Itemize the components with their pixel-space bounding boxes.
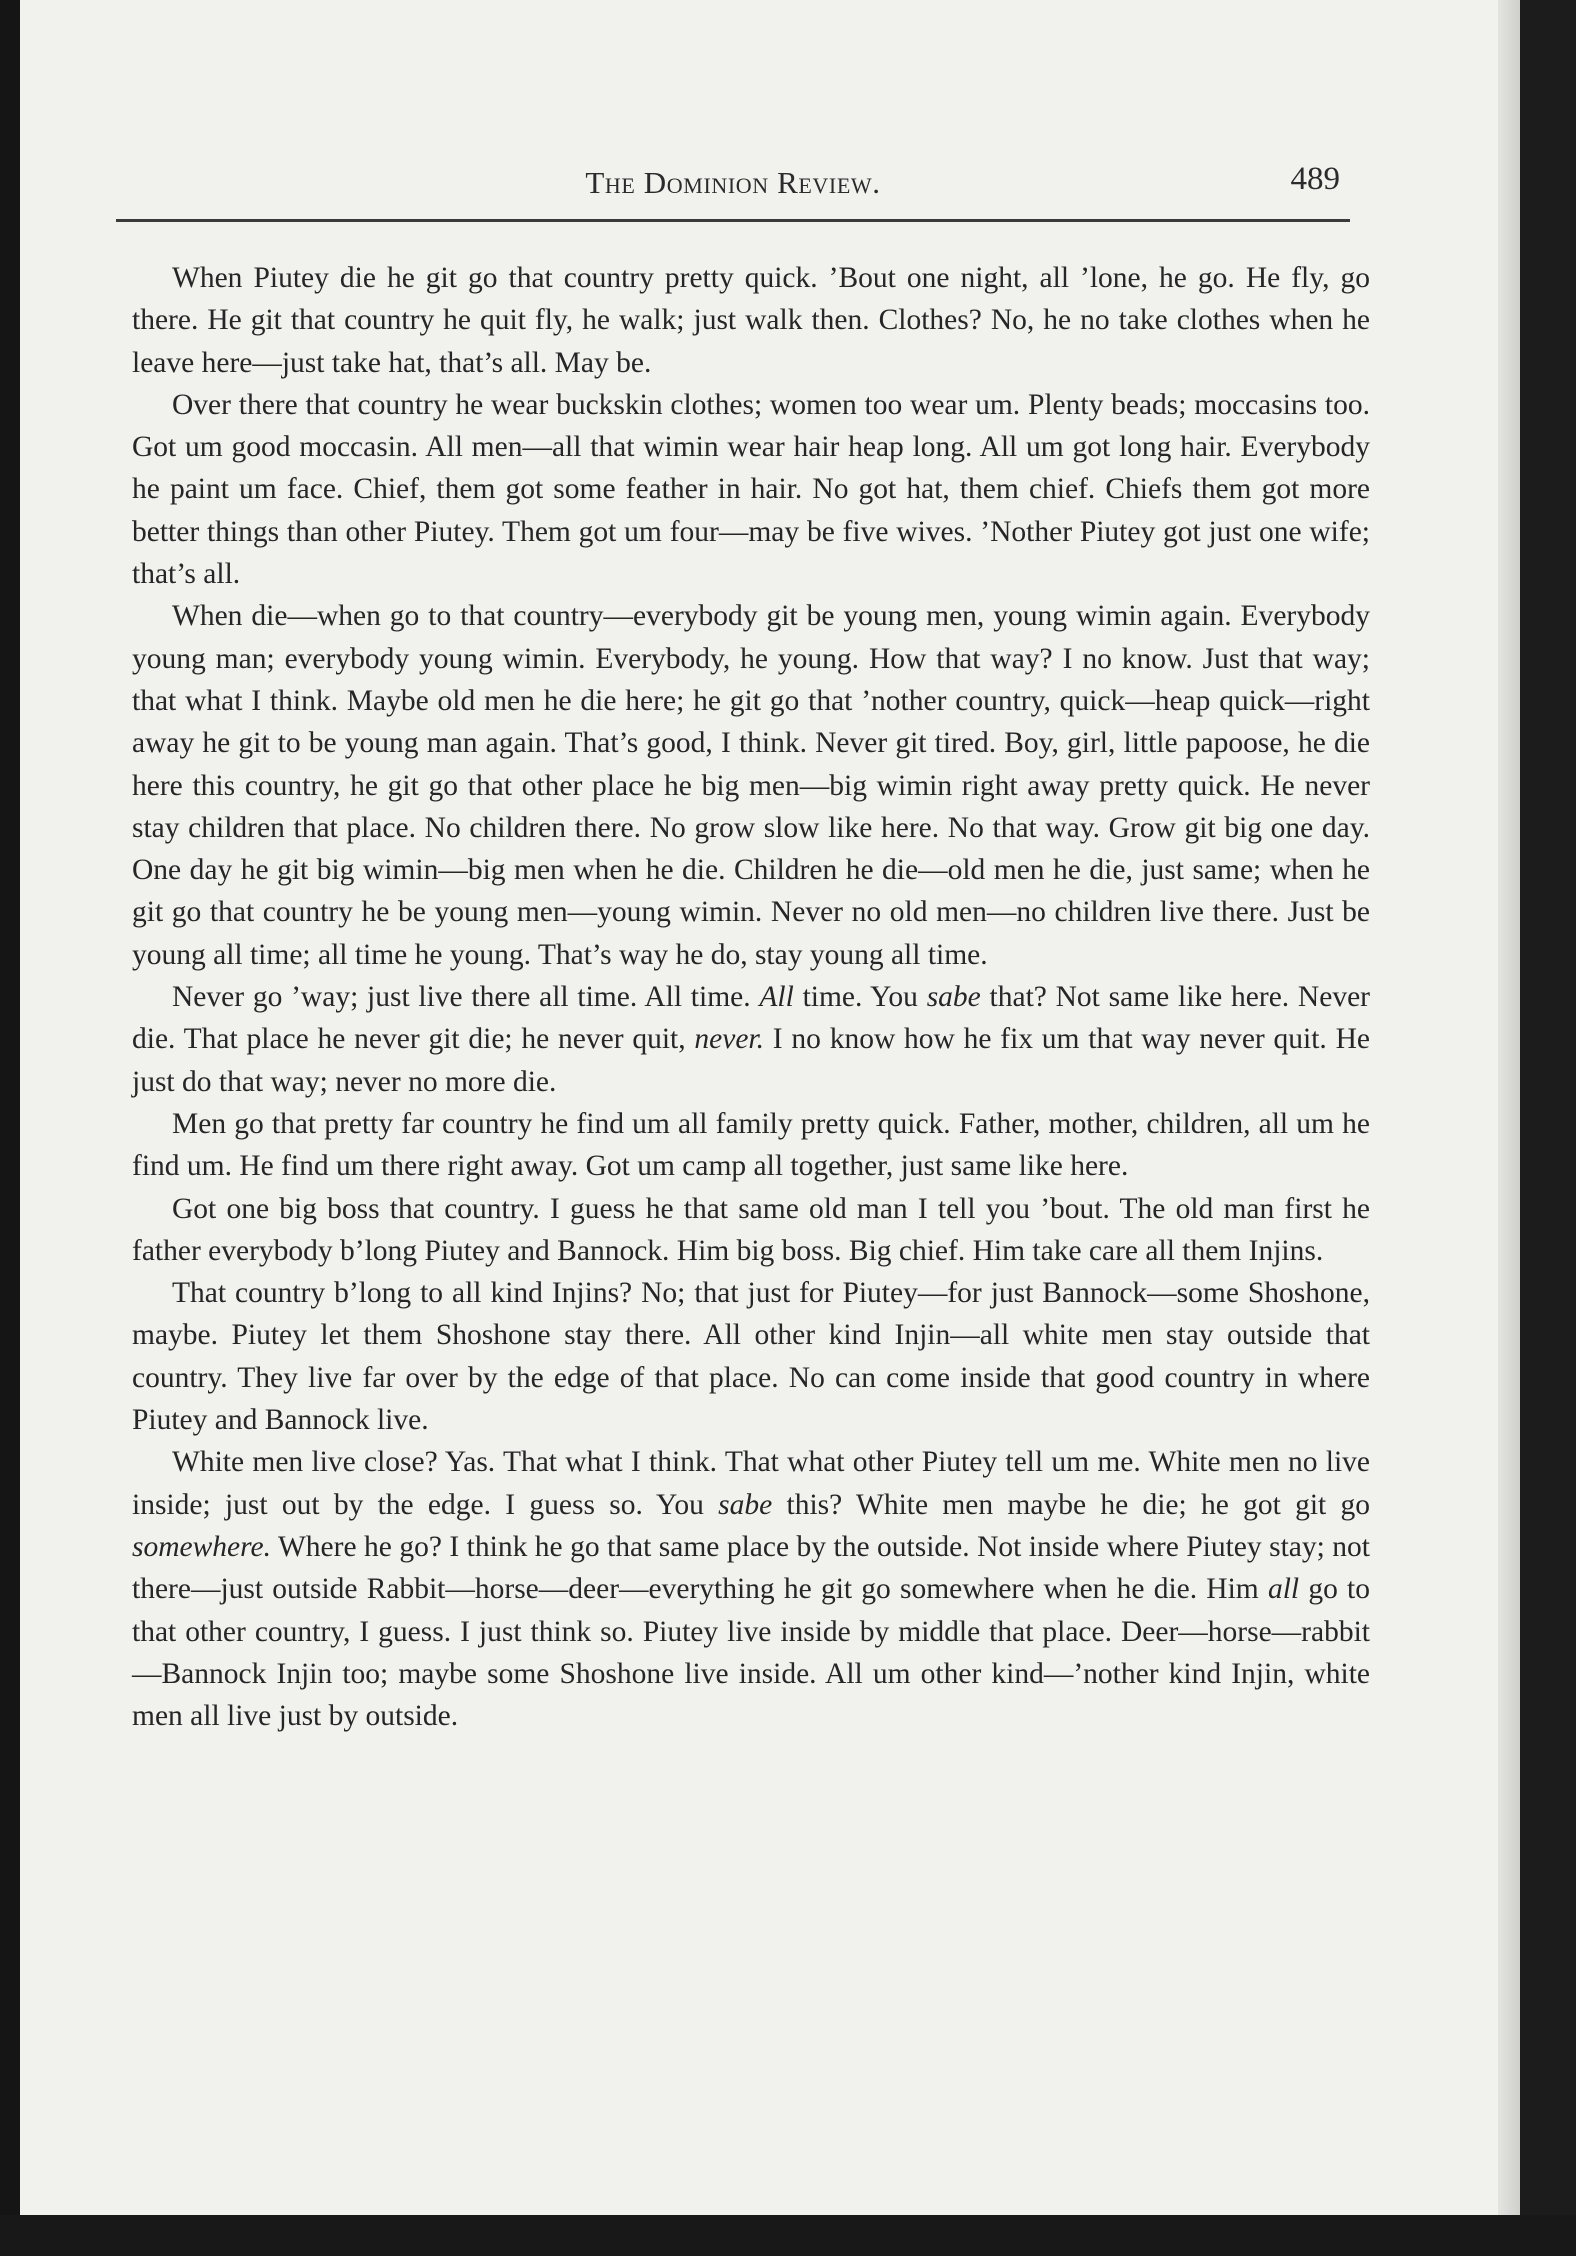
text-run: that? Not same like here. Never die. That place he never git die; he never quit, (132, 981, 1370, 1056)
running-title: The Dominion Review. (585, 165, 881, 200)
page-header (118, 161, 1348, 205)
page-fold-shadow (1498, 0, 1520, 2215)
italic-text: all (1267, 1573, 1300, 1606)
paragraph (132, 1441, 1370, 1737)
facing-page-edge (0, 0, 20, 2256)
text-run: Got one big boss that country. I guess he that same old man I tell you ’bout. The old man first he father everybody b’long Piutey and Bannock. Him big boss. Big chief. Him take care all them Injins. (132, 1192, 1370, 1267)
text-run: That country b’long to all kind Injins? No; that just for Piutey—for just Bannock—some Shoshone, maybe. Piutey let them Shoshone stay there. All other kind Injin—all white men stay outside that country. They live far over by the edge of that place. No can come inside that good country in where Piutey and Bannock live. (132, 1277, 1370, 1437)
paragraph (132, 384, 1370, 595)
text-run: Never go ’way; just live there all time. All time. (172, 981, 760, 1014)
scan-border-right (1520, 0, 1576, 2256)
text-run: Where he go? I think he go that same place by the outside. Not inside where Piutey stay; not there—just outside Rabbit—horse—deer—everything he git go somewhere when he die. Him (132, 1530, 1370, 1606)
text-run: Over there that country he wear buckskin clothes; women too wear um. Plenty beads; moccasins too. Got um good moccasin. All men—all that wimin wear hair heap long. All um got long hair. Everybody he paint um face. Chief, them got some feather in hair. No got hat, them chief. Chiefs them got more better things than other Piutey. Them got um four—may be five wives. ’Nother Piutey got just one wife; that’s all. (132, 388, 1370, 591)
text-run: When Piutey die he git go that country pretty quick. ’Bout one night, all ’lone, he go. He fly, go there. He git that country he quit fly, he walk; just walk then. Clothes? No, he no take clothes when he leave here—just take hat, that’s all. May be. (132, 262, 1370, 379)
paragraph (132, 257, 1370, 384)
text-run: Men go that pretty far country he find um all family pretty quick. Father, mother, children, all um he find um. He find um there right away. Got um camp all together, just same like here. (132, 1107, 1370, 1183)
italic-text: somewhere. (132, 1530, 272, 1563)
body-text (132, 257, 1370, 1737)
text-run: When die—when go to that country—everybody git be young men, young wimin again. Everybody young man; everybody young wimin. Everybody, he young. How that way? I no know. Just that way; that what I think. Maybe old men he die here; he git go that ’nother country, quick—heap quick—right away he git to be young man again. That’s good, I think. Never git tired. Boy, girl, little papoose, he die here this country, he git go that other place he big men—big wimin right away pretty quick. He never stay children that place. No children there. No grow slow like here. No that way. Grow git big one day. One day he git big wimin—big men when he die. Children he die—old men he die, just same; when he git go that country he be young men—young wimin. Never no old men—no children live there. Just be young all time; all time he young. That’s way he do, stay young all time. (132, 600, 1370, 971)
paragraph (132, 976, 1370, 1103)
page-number: 489 (1290, 161, 1340, 197)
text-run: White men live close? Yas. That what I think. That what other Piutey tell um me. White men no live inside; just out by the edge. I guess so. You (132, 1446, 1370, 1521)
scan-border-bottom (0, 2215, 1576, 2256)
header-rule (116, 219, 1350, 222)
italic-text: sabe (926, 981, 981, 1014)
paragraph (132, 1103, 1370, 1188)
italic-text: never. (694, 1023, 765, 1056)
text-run: go to that other country, I guess. I just think so. Piutey live inside by middle that place. Deer—horse—rabbit—Bannock Injin too; maybe some Shoshone live inside. All um other kind—’nother kind Injin, white men all live just by outside. (132, 1573, 1370, 1733)
text-run: I no know how he fix um that way never quit. He just do that way; never no more die. (132, 1023, 1370, 1098)
italic-text: sabe (718, 1488, 773, 1521)
paragraph (132, 1272, 1370, 1441)
text-run: time. You (793, 981, 927, 1014)
italic-text: All (759, 981, 794, 1014)
text-run: this? White men maybe he die; he got git go (772, 1488, 1370, 1521)
paragraph (132, 1188, 1370, 1273)
paragraph (132, 595, 1370, 976)
